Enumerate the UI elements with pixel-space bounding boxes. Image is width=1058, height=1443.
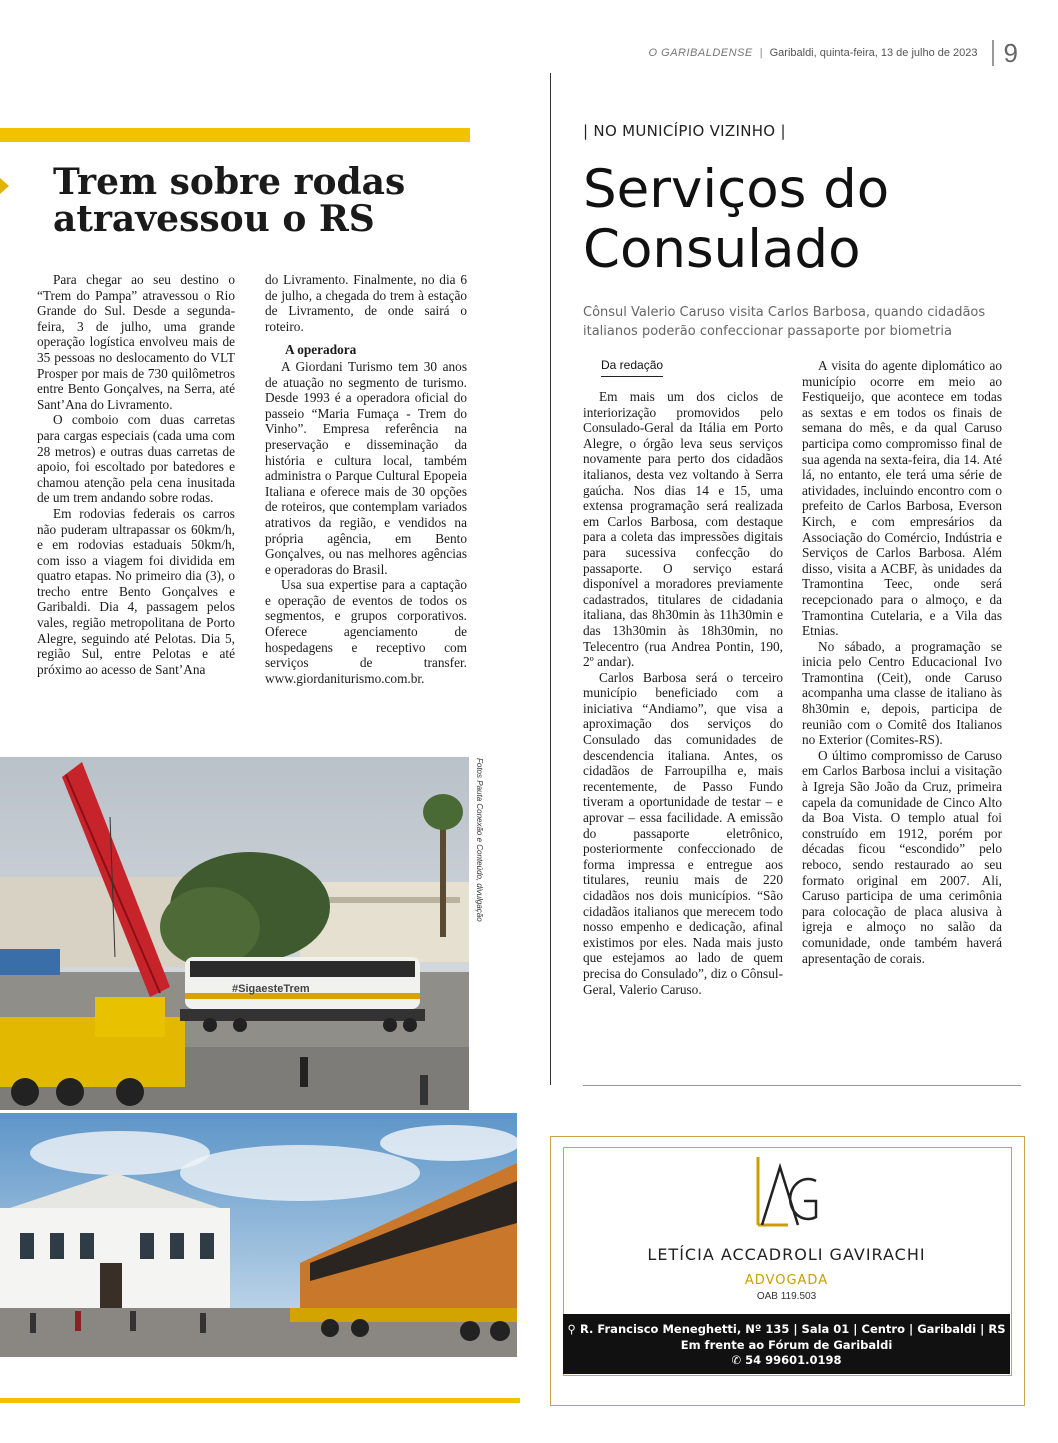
train-banner-text: #SigaesteTrem [232, 983, 310, 995]
paragraph: A visita do agente diplomático ao município ocorre em meio ao Festiqueijo, que acontece em todas as sextas e em todos os finais de semana do mês, e da qual Caruso participa como compromisso final de sua agenda na sexta-feira, dia 14. Até lá, no entanto, ele terá uma série de atividades, incluindo encontro com o prefeito de Carlos Barbosa, Everson Kirch, e com empresários da Associação do Comércio, Indústria e Serviços de Carlos Barbosa. Além disso, visita a ACBF, às unidades da Tramontina Teec, onde será recepcionado para o almoço, e da Tramontina Cutelaria, e a Vila das Etnias. [802, 358, 1002, 639]
paragraph: Carlos Barbosa será o terceiro município beneficiado com a iniciativa “Andiamo”, que visa a aproximação dos serviços do Consulado das comunidades de descendencia italiana. Antes, os cidadãos de Farroupilha e, mais recentemente, de Passo Fundo tiveram a oportunidade de testar – e aprovar – essa facilidade. A emissão do passaporte eletrônico, posteriormente confeccionado de forma impressa e entregue aos titulares, reuniu mais de 220 cidadãos nos dois municípios. “São cidadãos italianos que merecem todo nosso empenho e dedicação, afinal existimos por eles. Nada mais justo que estejamos ao lado de quem precisa do Consulado”, diz o Cônsul-Geral, Valerio Caruso. [583, 669, 783, 997]
station-train-illustration [0, 1113, 517, 1357]
story-end-rule [583, 1085, 1021, 1086]
law-firm-logo [748, 1153, 824, 1233]
left-story-column-1 [37, 272, 235, 677]
paragraph: A Giordani Turismo tem 30 anos de atuação no segmento de turismo. Desde 1993 é a operadora oficial do passeio “Maria Fumaça - Trem do Vinho”. Empresa referência na preservação e disseminação da história e cultura local, também administra o Parque Cultural Epopeia Italiana e oferece mais de 30 opções de roteiros, que contemplam variados atrativos da região, e vendidos na própria agência, em Bento Gonçalves, ou nas melhores agências e operadoras do Brasil. [265, 358, 467, 577]
section-bar [0, 128, 470, 142]
whatsapp-icon: ✆ [731, 1353, 746, 1367]
photo-credit: Fotos Pauta Conexão e Conteúdo, divulgação [475, 758, 484, 922]
header-separator: | [759, 47, 763, 59]
paragraph: Em mais um dos ciclos de interiorização promovidos pelo Consulado-Geral da Itália em Porto Alegre, o órgão leva seus serviços novamente para perto dos cidadãos italianos, desta vez voltando à Serra gaúcha. Nos dias 14 e 15, uma extensa programação será realizada em Carlos Barbosa, com destaque para a coleta das impressões digitais para sucessiva confecção do passaporte. O serviço estará disponível a moradores previamente cadastrados, titulares de cidadania italiana, das 8h30min às 11h30min e das 13h30min às 18h30min, no Telecentro (rua Andrea Pontin, 190, 2º andar). [583, 389, 783, 670]
publication-name: O GARIBALDENSE [648, 47, 753, 59]
paragraph: do Livramento. Finalmente, no dia 6 de julho, a chegada do trem à estação de Livramento, de onde sairá o roteiro. [265, 272, 467, 334]
left-story-title: Trem sobre rodas atravessou o RS [53, 161, 406, 240]
right-story-title: Serviços do Consulado [583, 159, 890, 280]
lawyer-profession: ADVOGADA [744, 1273, 829, 1288]
photo-crane-train [0, 757, 469, 1110]
paragraph: Em rodovias federais os carros não puderam ultrapassar os 60km/h, e em rodovias estaduais 50km/h, com isso a viagem foi dividida em quatro etapas. No primeiro dia (3), o trecho entre Bento Gonçalves e Garibaldi. Dia 4, passagem pelos vales, região metropolitana de Porto Alegre, seguindo até Pelotas. Dia 5, região Sul, entre Pelotas e até próximo ao acesso de Sant’Ana [37, 505, 235, 677]
ad-reference: Em frente ao Fórum de Garibaldi [680, 1337, 893, 1352]
right-story-column-2 [802, 358, 1002, 966]
ad-address: R. Francisco Meneghetti, Nº 135 | Sala 01 | Centro | Garibaldi | RS [579, 1322, 1006, 1336]
paragraph: Para chegar ao seu destino o “Trem do Pampa” atravessou o Rio Grande do Sul. Desde a segunda-feira, 3 de julho, uma grande operação logística envolveu mais de 35 pessoas no deslocamento do VLT Prosper por mais de 730 quilômetros entre Bento Gonçalves, na Serra, até Sant’Ana do Livramento. [37, 272, 235, 412]
photo-station-train [0, 1113, 517, 1357]
paragraph: Usa sua expertise para a captação e operação de eventos de todos os segmentos, e grupos corporativos. Oferece agenciamento de hospedagens e receptivo com serviços de transfer. www.giordaniturismo.com.br. [265, 577, 467, 686]
right-story-column-1 [583, 389, 783, 997]
date-line: Garibaldi, quinta-feira, 13 de julho de 2023 [769, 47, 978, 59]
lag-monogram-icon [748, 1153, 824, 1233]
paragraph: O último compromisso de Caruso em Carlos Barbosa inclui a visitação à Igreja São João da Cruz, primeira capela da comunidade de Cinco Alto da Boa Vista. O templo atual foi construído em 1912, porém por décadas ficou “escondido” pelo reboco, sendo restaurado ao seu formato original em 2007. Ali, Caruso participa de uma cerimônia para colocação de placa alusiva à igreja e almoço no salão da comunidade, onde também haverá apresentação de corais. [802, 747, 1002, 966]
subheading: A operadora [285, 342, 357, 358]
contact-bar [563, 1314, 1010, 1374]
page-header [649, 40, 1018, 66]
left-story-column-2 [265, 272, 467, 686]
title-arrow-icon [0, 178, 9, 194]
lawyer-name: LETÍCIA ACCADROLI GAVIRACHI [647, 1245, 926, 1264]
paragraph: O comboio com duas carretas para cargas especiais (cada uma com 28 metros) e outras duas carretas de apoio, foi escoltado por batedores e chamou atenção pela cena inusitada de um trem andando sobre rodas. [37, 412, 235, 506]
ad-phone: 54 99601.0198 [745, 1353, 842, 1367]
location-pin-icon: ⚲ [567, 1322, 580, 1336]
paragraph: No sábado, a programação se inicia pelo Centro Educacional Ivo Tramontina (Ceit), onde Caruso acompanha uma classe de italiano às 8h30min e, depois, participa de reunião com o Comitê dos Italianos no Exterior (Comites-RS). [802, 638, 1002, 748]
oab-number: OAB 119.503 [756, 1291, 817, 1302]
right-story-kicker: | NO MUNICÍPIO VIZINHO | [583, 122, 786, 140]
bottom-bar [0, 1398, 520, 1403]
right-story-subtitle: Cônsul Valerio Caruso visita Carlos Barbosa, quando cidadãos italianos poderão confeccionar passaporte por biometria [583, 305, 986, 339]
byline: Da redação [601, 358, 663, 377]
page-number: 9 [992, 40, 1018, 66]
column-divider [550, 73, 551, 1085]
crane-train-illustration [0, 757, 469, 1110]
